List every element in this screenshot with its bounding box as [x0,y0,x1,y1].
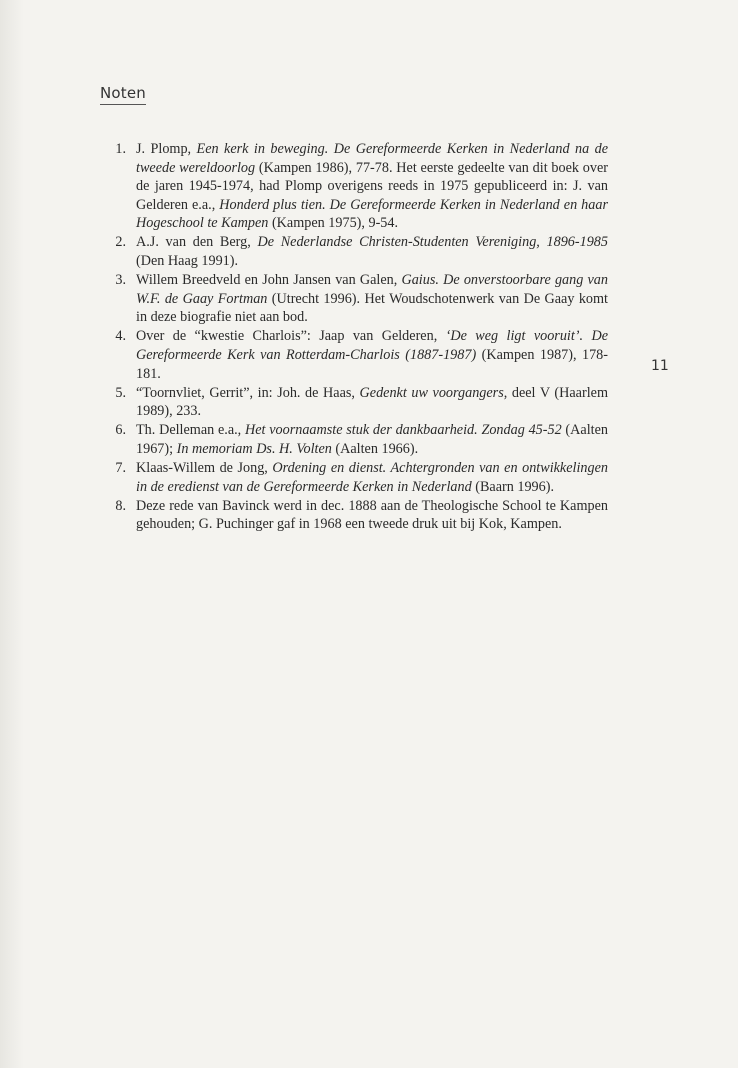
note-number: 5. [115,384,126,401]
note-text: Willem Breedveld en John Jansen van Galen, [136,272,402,289]
note-text-italic: De Nederlandse Christen-Studenten Vereniging, 1896-1985 [257,234,608,251]
page-heading: Noten [100,84,147,102]
note-text: (Aalten 1966). [331,441,419,457]
note-item [100,327,608,383]
note-text: Over de “kwestie Charlois”: Jaap van Gelderen, [136,328,446,345]
note-text: Klaas-Willem de Jong, [136,460,273,477]
note-text: Deze rede van Bavinck werd in dec. 1888 aan de Theologische School te Kampen gehouden; G. Puchinger gaf in 1968 een tweede druk uit bij Kok, Kampen. [136,497,608,533]
note-text-italic: Het voornaamste stuk der dankbaarheid. Zondag 45-52 [244,422,562,439]
note-item [100,384,608,421]
note-text-italic: In memoriam Ds. H. Volten [176,441,332,457]
note-text: (Kampen 1975), 9-54. [268,215,399,232]
note-text-italic: ‘De weg ligt vooruit’. De Gereformeerde Kerk van Rotterdam-Charlois (1887-1987) [136,328,608,364]
note-item [100,459,608,496]
note-number: 4. [115,328,126,345]
heading-underline [100,104,146,105]
note-item [100,271,608,327]
note-text: J. Plomp, [136,141,197,157]
note-number: 3. [115,272,126,289]
note-item [100,421,608,458]
note-text: (Aalten 1967); [136,422,608,457]
note-text: (Kampen 1987), 178-181. [136,347,608,382]
notes-list [100,140,608,534]
note-item [100,140,608,233]
note-text: (Den Haag 1991). [136,253,239,270]
note-number: 8. [115,497,126,514]
note-item [100,497,608,534]
note-text-italic: Ordening en dienst. Achtergronden van en ontwikkelingen in de eredienst van de Gereformeerde Kerken in Nederland [136,460,608,495]
note-text-italic: Gedenkt uw voorgangers [359,384,504,401]
note-text: Th. Delleman e.a., [136,422,245,439]
note-number: 1. [115,141,126,157]
note-number: 2. [115,234,126,251]
note-text: (Baarn 1996). [471,478,555,495]
binding-edge [0,0,24,1068]
note-number: 6. [115,422,126,439]
note-text: (Kampen 1986), 77-78. Het eerste gedeelte van dit boek over de jaren 1945-1974, had Plomp overigens reeds in 1975 gepubliceerd in: J. van Gelderen e.a., [136,159,608,213]
note-text-italic: Gaius. De onverstoorbare gang van W.F. de Gaay Fortman [136,272,608,307]
note-text-italic: Honderd plus tien. De Gereformeerde Kerken in Nederland en haar Hogeschool te Kampen [136,196,608,232]
note-item [100,233,608,270]
note-text-italic: Een kerk in beweging. De Gereformeerde Kerken in Nederland na de tweede wereldoorlog [136,141,608,176]
note-text: A.J. van den Berg, [136,234,258,251]
note-text: (Utrecht 1996). Het Woudschotenwerk van De Gaay komt in deze biografie niet aan bod. [136,290,608,326]
page-number: 11 [651,358,669,374]
note-text: “Toornvliet, Gerrit”, in: Joh. de Haas, [136,384,360,401]
note-number: 7. [115,460,126,477]
note-text: , deel V (Haarlem 1989), 233. [136,384,608,420]
